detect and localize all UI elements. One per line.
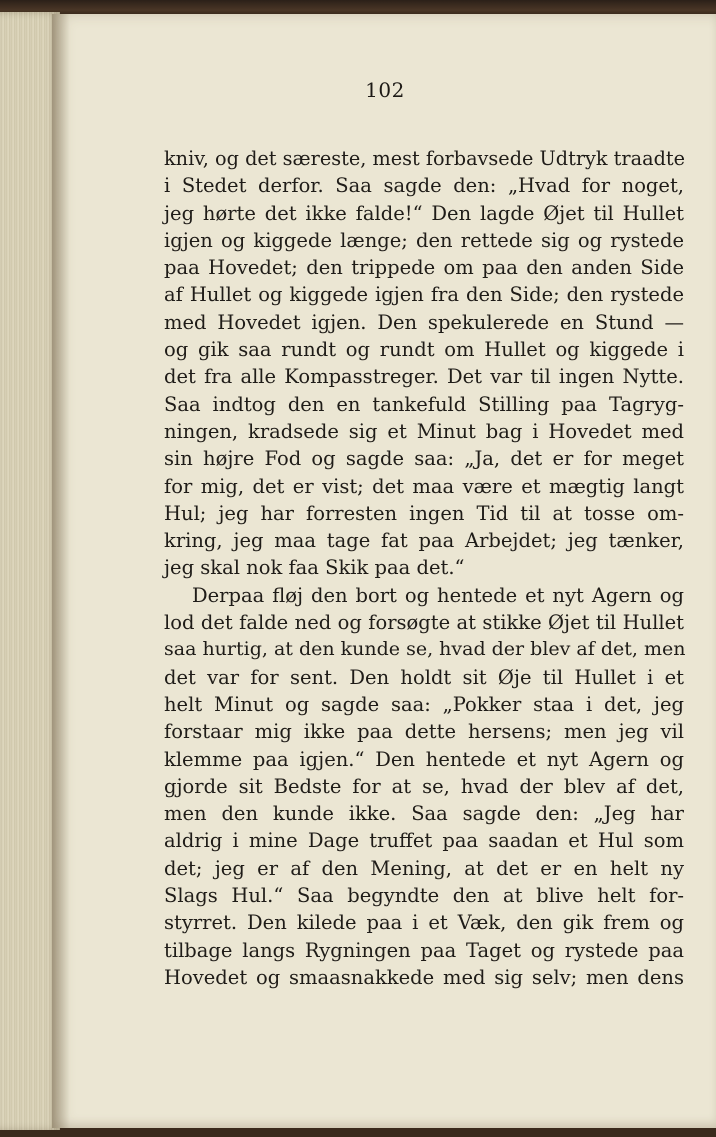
text-line: aldrig i mine Dage truffet paa saadan et Hul som (164, 829, 684, 853)
spine-shadow (52, 14, 70, 1128)
text-line: af Hullet og kiggede igjen fra den Side; den rystede (164, 283, 684, 307)
text-line: det fra alle Kompasstreger. Det var til ingen Nytte. (164, 365, 684, 389)
text-line: og gik saa rundt og rundt om Hullet og kiggede i (164, 338, 684, 362)
text-line: men den kunde ikke. Saa sagde den: „Jeg har (164, 802, 684, 826)
text-line: i Stedet derfor. Saa sagde den: „Hvad for noget, (164, 174, 684, 198)
text-line: sin højre Fod og sagde saa: „Ja, det er for meget (164, 447, 684, 471)
text-line: Hul; jeg har forresten ingen Tid til at tosse om- (164, 501, 684, 525)
text-line: styrret. Den kilede paa i et Væk, den gik frem og (164, 911, 684, 935)
text-line: saa hurtig, at den kunde se, hvad der blev af det, men (164, 638, 686, 661)
text-line: det; jeg er af den Mening, at det er en helt ny (164, 856, 684, 880)
text-line: gjorde sit Bedste for at se, hvad der blev af det, (164, 774, 684, 798)
text-line: det var for sent. Den holdt sit Øje til Hullet i et (164, 665, 684, 689)
text-line: med Hovedet igjen. Den spekulerede en Stund — (164, 310, 684, 334)
text-line: Slags Hul.“ Saa begyndte den at blive helt for- (164, 884, 684, 908)
text-line: lod det falde ned og forsøgte at stikke Øjet til Hullet (164, 611, 684, 635)
text-line: paa Hovedet; den trippede om paa den anden Side (164, 256, 684, 280)
text-line: for mig, det er vist; det maa være et mægtig langt (164, 474, 684, 498)
text-line: ningen, kradsede sig et Minut bag i Hovedet med (164, 419, 684, 443)
page-edges (0, 12, 60, 1130)
text-line: jeg hørte det ikke falde!“ Den lagde Øjet til Hullet (164, 201, 684, 225)
text-line: Saa indtog den en tankefuld Stilling paa Tagryg- (164, 392, 684, 416)
text-line: kring, jeg maa tage fat paa Arbejdet; jeg tænker, (164, 529, 684, 553)
text-line: klemme paa igjen.“ Den hentede et nyt Agern og (164, 747, 684, 771)
text-line: Hovedet og smaasnakkede med sig selv; men dens (164, 965, 684, 989)
text-line: Derpaa fløj den bort og hentede et nyt Agern og (192, 583, 684, 607)
page-number: 102 (365, 78, 405, 102)
text-line: igjen og kiggede længe; den rettede sig og rystede (164, 228, 684, 252)
text-line: kniv, og det særeste, mest forbavsede Udtryk traadte (164, 147, 686, 170)
body-text (164, 145, 684, 991)
text-line: jeg skal nok faa Skik paa det.“ (164, 556, 465, 580)
text-line: forstaar mig ikke paa dette hersens; men jeg vil (164, 720, 684, 744)
text-line: helt Minut og sagde saa: „Pokker staa i det, jeg (164, 692, 684, 716)
text-line: tilbage langs Rygningen paa Taget og rystede paa (164, 938, 684, 962)
